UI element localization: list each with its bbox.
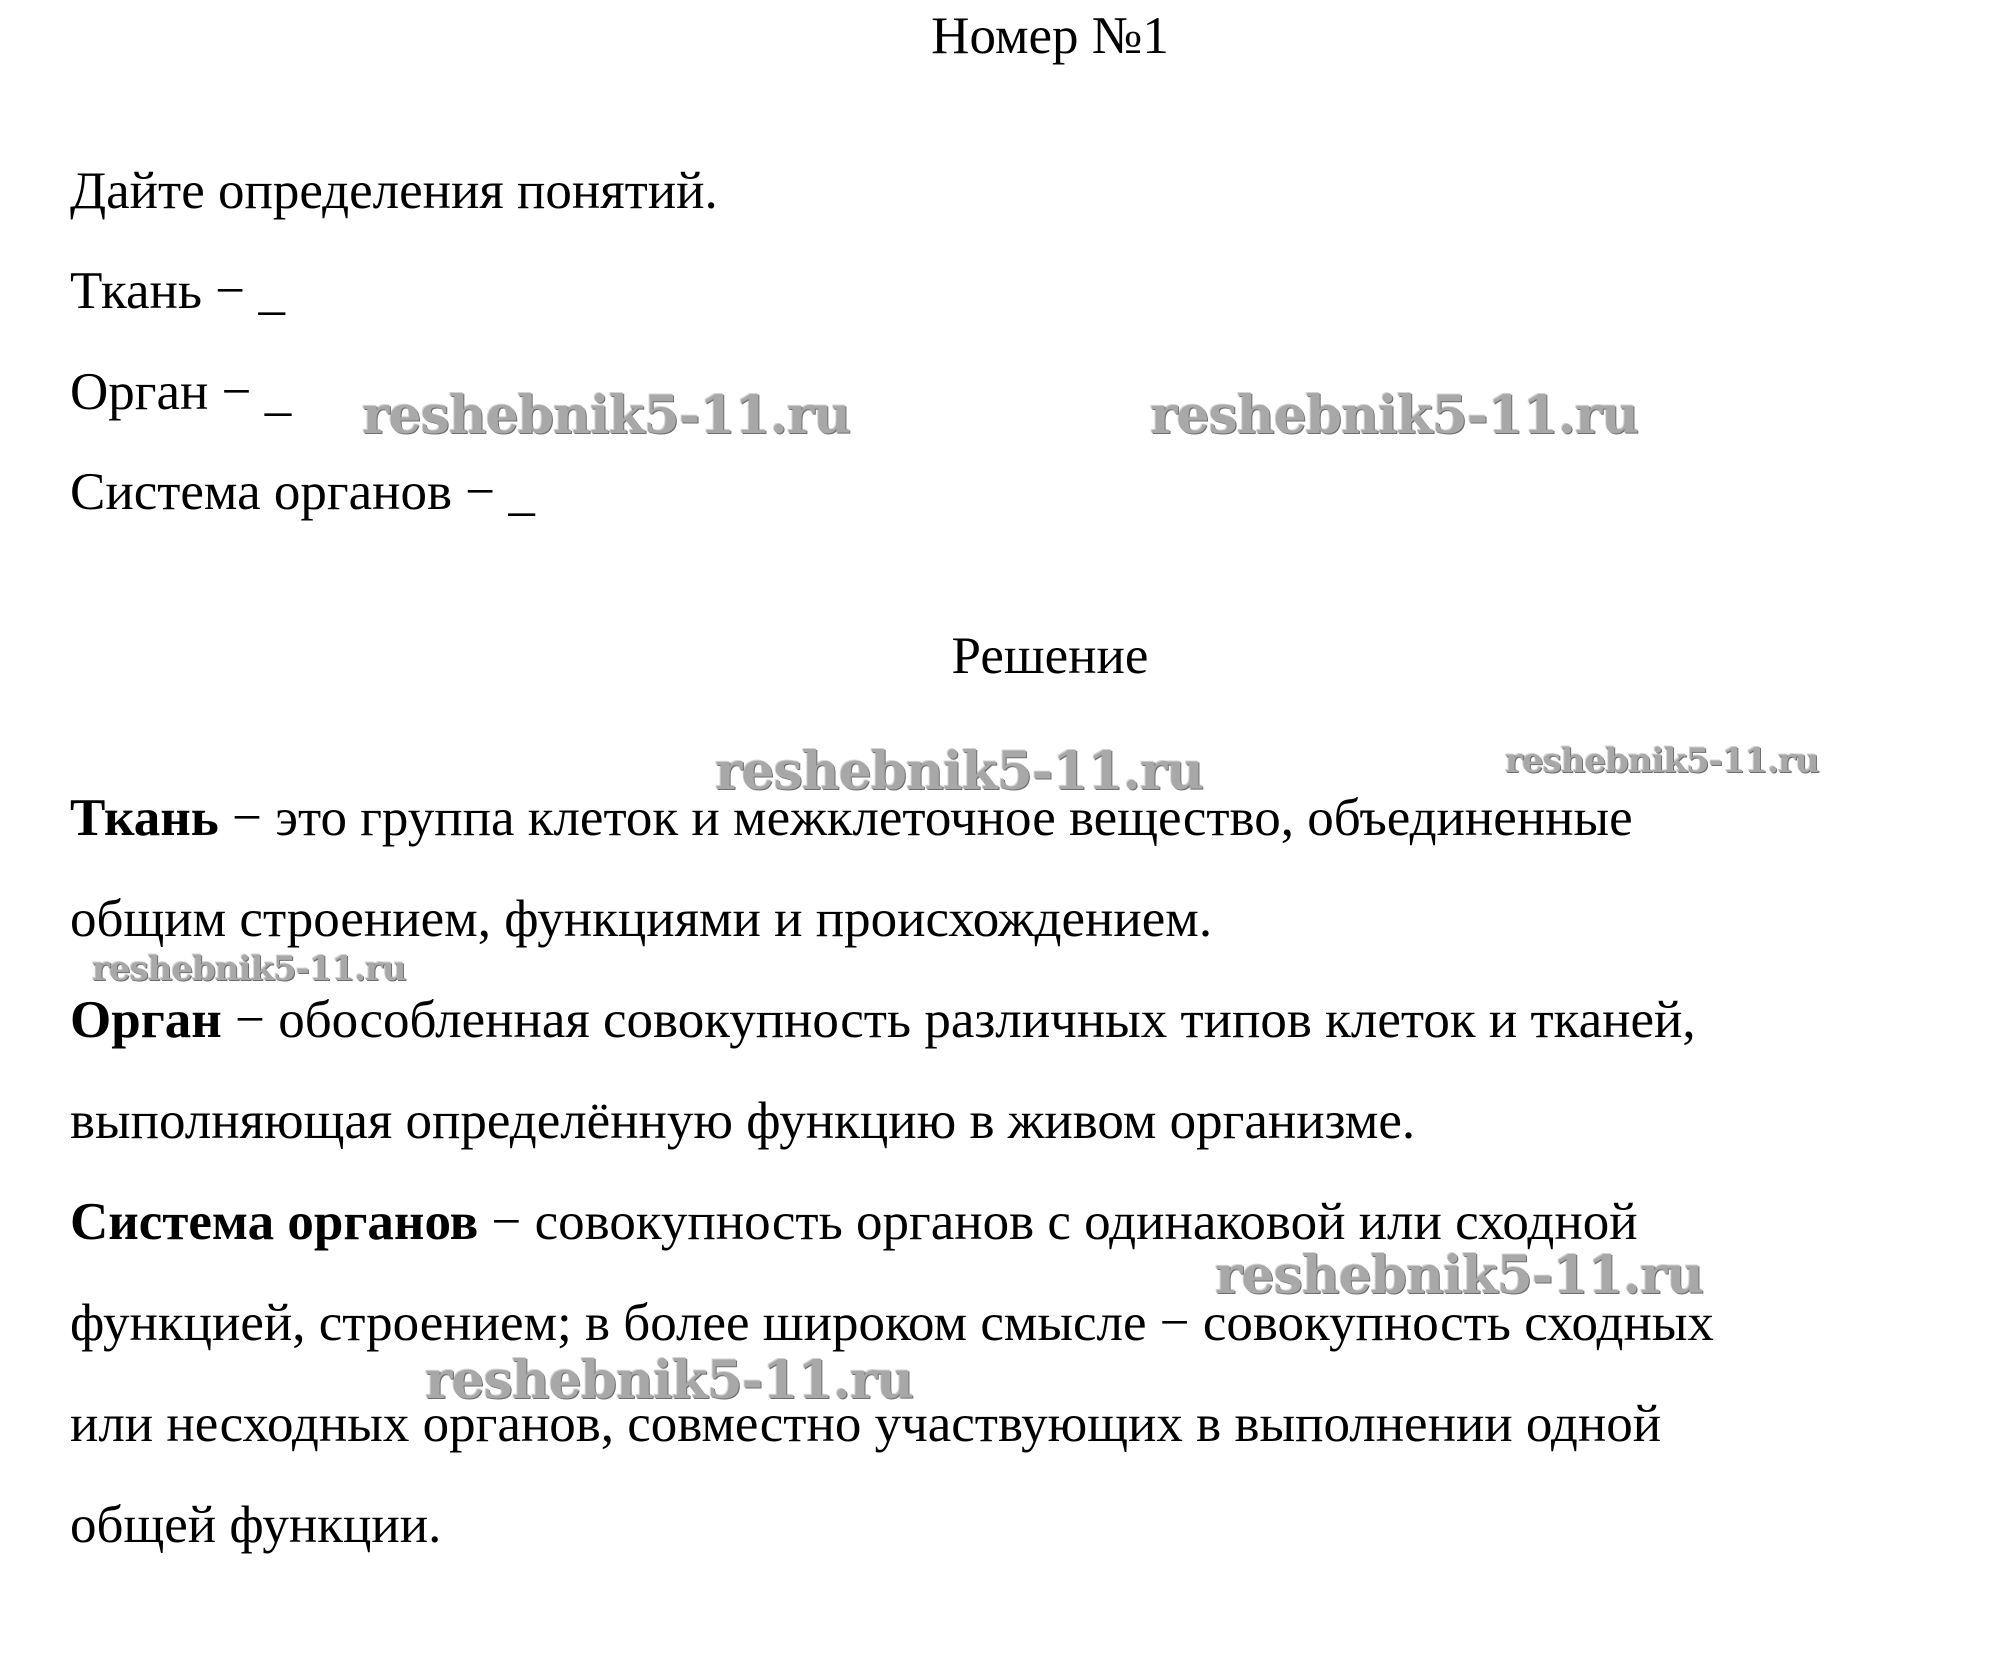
task-item-sistema: Система органов − _	[70, 463, 535, 521]
definition-term: Система органов	[70, 1193, 479, 1251]
definition-sistema-line-4: общей функции.	[70, 1496, 442, 1554]
definition-sistema-line-1	[70, 1193, 1638, 1251]
watermark: reshebnik5-11.ru	[1215, 1245, 1704, 1306]
definition-text: − это группа клеток и межклеточное вещество, объединенные	[218, 789, 1633, 847]
watermark: reshebnik5-11.ru	[1505, 741, 1819, 781]
definition-term: Орган	[70, 991, 222, 1049]
definition-sistema-line-3: или несходных органов, совместно участвующих в выполнении одной	[70, 1395, 1662, 1453]
watermark: reshebnik5-11.ru	[715, 741, 1204, 802]
definition-organ-line-2: выполняющая определённую функцию в живом организме.	[70, 1092, 1416, 1150]
definition-text: − обособленная совокупность различных типов клеток и тканей,	[221, 991, 1696, 1049]
watermark: reshebnik5-11.ru	[425, 1350, 914, 1411]
watermark: reshebnik5-11.ru	[1150, 385, 1639, 446]
task-item-organ: Орган − _	[70, 363, 292, 421]
definition-tkan-line-2: общим строением, функциями и происхождением.	[70, 890, 1213, 948]
definition-text: − совокупность органов с одинаковой или сходной	[478, 1193, 1638, 1251]
watermark: reshebnik5-11.ru	[92, 949, 406, 989]
watermark: reshebnik5-11.ru	[362, 385, 851, 446]
task-prompt: Дайте определения понятий.	[70, 162, 718, 220]
task-item-tkan: Ткань − _	[70, 262, 285, 320]
solution-heading: Решение	[951, 627, 1149, 685]
definition-term: Ткань	[70, 789, 219, 847]
definition-sistema-line-2: функцией, строением; в более широком смысле − совокупность сходных	[70, 1294, 1714, 1352]
definition-organ-line-1	[70, 991, 1696, 1049]
page-title: Номер №1	[931, 7, 1169, 65]
